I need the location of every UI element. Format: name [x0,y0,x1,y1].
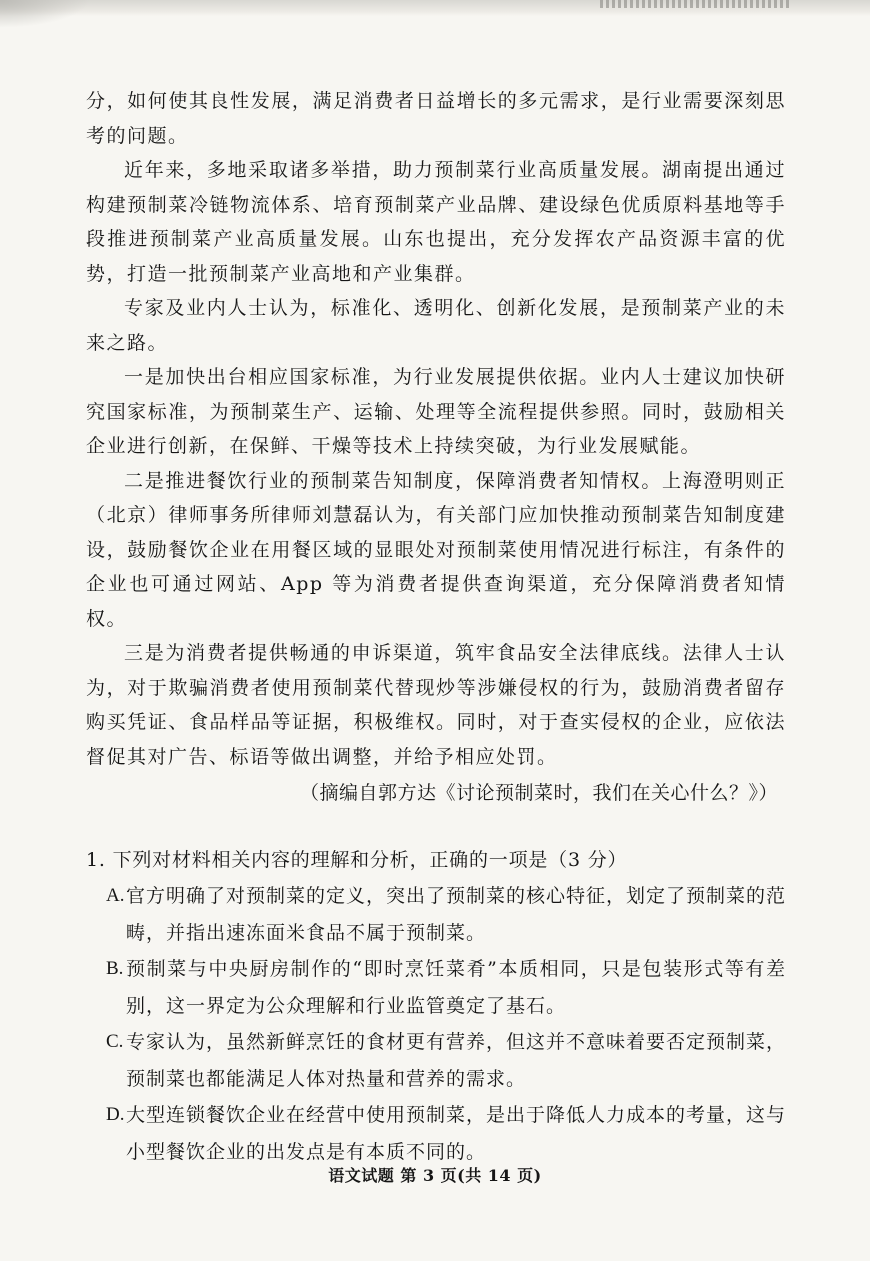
passage-paragraph-4: 一是加快出台相应国家标准，为行业发展提供依据。业内人士建议加快研究国家标准，为预制菜生产、运输、处理等全流程提供参照。同时，鼓励相关企业进行创新，在保鲜、干燥等技术上持续突破，为行业发展赋能。 [86,366,786,457]
reading-passage [86,84,786,810]
option-letter: D. [106,1104,125,1125]
scan-corner-shadow [0,0,90,28]
passage-source: （摘编自郭方达《讨论预制菜时，我们在关心什么？》） [299,782,778,804]
option-text: 预制菜与中央厨房制作的“即时烹饪菜肴”本质相同，只是包装形式等有差别，这一界定为公众理解和行业监管奠定了基石。 [126,958,786,1017]
passage-paragraph-3: 专家及业内人士认为，标准化、透明化、创新化发展，是预制菜产业的未来之路。 [86,297,786,354]
page-footer: 语文试题 第 3 页(共 14 页) [328,1166,542,1185]
option-text: 官方明确了对预制菜的定义，突出了预制菜的核心特征，划定了预制菜的范畴，并指出速冻面米食品不属于预制菜。 [126,885,787,944]
passage-paragraph-6: 三是为消费者提供畅通的申诉渠道，筑牢食品安全法律底线。法律人士认为，对于欺骗消费者使用预制菜代替现炒等涉嫌侵权的行为，鼓励消费者留存购买凭证、食品样品等证据，积极维权。同时，对于查实侵权的企业，应依法督促其对广告、标语等做出调整，并给予相应处罚。 [86,642,786,768]
scan-header-residue [600,0,790,8]
passage-paragraph-2: 近年来，多地采取诸多举措，助力预制菜行业高质量发展。湖南提出通过构建预制菜冷链物流体系、培育预制菜产业品牌、建设绿色优质原料基地等手段推进预制菜产业高质量发展。山东也提出，充分发挥农产品资源丰富的优势，打造一批预制菜产业高地和产业集群。 [86,159,786,285]
passage-paragraph-1: 分，如何使其良性发展，满足消费者日益增长的多元需求，是行业需要深刻思考的问题。 [86,90,786,147]
option-letter: A. [106,885,125,906]
passage-paragraph-5: 二是推进餐饮行业的预制菜告知制度，保障消费者知情权。上海澄明则正（北京）律师事务所律师刘慧磊认为，有关部门应加快推动预制菜告知制度建设，鼓励餐饮企业在用餐区域的显眼处对预制菜使用情况进行标注，有条件的企业也可通过网站、App 等为消费者提供查询渠道，充分保障消费者知情权。 [86,469,786,630]
question-stem: 1. 下列对材料相关内容的理解和分析，正确的一项是（3 分） [86,849,628,871]
option-b [86,951,786,1024]
option-letter: C. [106,1031,124,1052]
question-1 [86,842,786,1170]
option-text: 专家认为，虽然新鲜烹饪的食材更有营养，但这并不意味着要否定预制菜，预制菜也都能满足人体对热量和营养的需求。 [126,1031,787,1090]
scan-top-edge [0,0,870,16]
option-d [86,1097,786,1170]
option-c [86,1024,786,1097]
option-letter: B. [106,958,124,979]
option-text: 大型连锁餐饮企业在经营中使用预制菜，是出于降低人力成本的考量，这与小型餐饮企业的出发点是有本质不同的。 [126,1104,787,1163]
option-a [86,878,786,951]
